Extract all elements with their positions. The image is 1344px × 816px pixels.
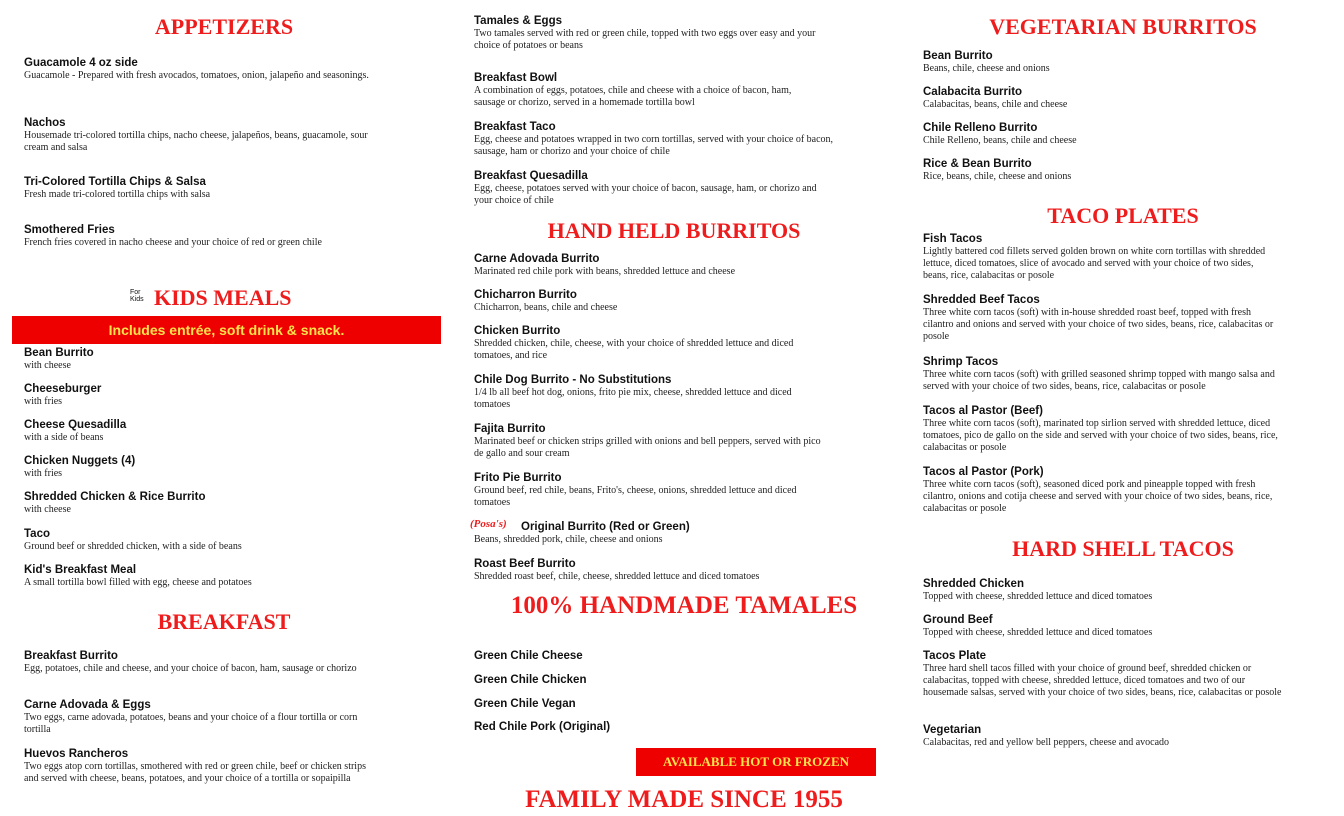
menu-item [923, 649, 1283, 699]
menu-item [24, 454, 424, 480]
menu-item [474, 288, 874, 314]
menu-item [923, 723, 1283, 749]
item-name: Carne Adovada Burrito [474, 253, 600, 265]
menu-item [474, 373, 824, 411]
menu-item [474, 422, 829, 460]
item-desc: Rice, beans, chile, cheese and onions [923, 171, 1072, 182]
item-desc: with a side of beans [24, 432, 104, 443]
item-desc: Beans, shredded pork, chile, cheese and onions [474, 534, 663, 545]
item-desc: Topped with cheese, shredded lettuce and diced tomatoes [923, 627, 1153, 638]
item-name: Shredded Chicken & Rice Burrito [24, 491, 206, 503]
menu-item [923, 293, 1283, 343]
item-desc: Three white corn tacos (soft), marinated top sirlion served with shredded lettuce, diced tomatoes, pico de gallo on the side and served with your choice of two sides, beans, rice, calabacitas or posole [923, 418, 1278, 453]
item-desc: Marinated red chile pork with beans, shredded lettuce and cheese [474, 266, 736, 277]
item-name: Chicharron Burrito [474, 289, 577, 301]
item-desc: Fresh made tri-colored tortilla chips with salsa [24, 189, 211, 200]
item-name: Guacamole 4 oz side [24, 57, 138, 69]
menu-item [24, 490, 424, 516]
item-desc: Lightly battered cod fillets served golden brown on white corn tortillas with shredded lettuce, diced tomatoes, slice of avocado and served with your choice of two sides, beans, rice, calabacitas or posole [923, 246, 1266, 281]
item-desc: Two eggs, carne adovada, potatoes, beans and your choice of a flour tortilla or corn tortilla [24, 712, 358, 735]
item-name: Bean Burrito [923, 50, 993, 62]
menu-item [24, 346, 424, 372]
item-name: Taco [24, 528, 50, 540]
menu-item [923, 85, 1283, 111]
item-name: Roast Beef Burrito [474, 558, 576, 570]
kids-banner: Includes entrée, soft drink & snack. [12, 316, 441, 344]
menu-item [24, 382, 424, 408]
hand-held-burritos-heading: HAND HELD BURRITOS [547, 218, 801, 243]
item-desc: Calabacitas, red and yellow bell peppers, cheese and avocado [923, 737, 1170, 748]
menu-item [24, 698, 369, 736]
family-made-footer: FAMILY MADE SINCE 1955 [525, 786, 843, 813]
menu-item [474, 14, 824, 52]
kids-tag-line1: For [130, 289, 141, 296]
item-desc: Two tamales served with red or green chile, topped with two eggs over easy and your choice of potatoes or beans [474, 28, 816, 51]
item-desc: A small tortilla bowl filled with egg, cheese and potatoes [24, 577, 252, 588]
menu-item [923, 232, 1278, 282]
item-name: Chile Relleno Burrito [923, 122, 1038, 134]
menu-item [474, 324, 824, 362]
item-name: Vegetarian [923, 724, 982, 736]
kids-tag [130, 289, 144, 303]
item-name: Tamales & Eggs [474, 15, 562, 27]
item-name: Breakfast Quesadilla [474, 170, 588, 182]
item-desc: Two eggs atop corn tortillas, smothered with red or green chile, beef or chicken strips and served with cheese, beans, potatoes, and your choice of a tortilla or sopaipilla [24, 761, 366, 784]
item-name: Tacos al Pastor (Pork) [923, 466, 1044, 478]
item-name: Chicken Burrito [474, 325, 561, 337]
taco-plates-heading: TACO PLATES [1047, 203, 1199, 228]
item-desc: Chile Relleno, beans, chile and cheese [923, 135, 1077, 146]
menu-item [923, 577, 1283, 603]
breakfast-heading: BREAKFAST [157, 609, 291, 634]
item-name: Calabacita Burrito [923, 86, 1023, 98]
item-name: Carne Adovada & Eggs [24, 699, 151, 711]
menu-item [474, 252, 874, 278]
menu-item [24, 418, 424, 444]
item-desc: Marinated beef or chicken strips grilled with onions and bell peppers, served with pico de gallo and sour cream [474, 436, 821, 459]
item-desc: with fries [24, 396, 63, 407]
tamale-item: Green Chile Vegan [474, 698, 576, 710]
item-name: Frito Pie Burrito [474, 472, 562, 484]
item-name: Cheeseburger [24, 383, 102, 395]
item-name: Breakfast Burrito [24, 650, 118, 662]
menu-item [923, 121, 1283, 147]
menu-item [474, 120, 834, 158]
item-desc: with cheese [24, 360, 71, 371]
hot-or-frozen-badge: AVAILABLE HOT OR FROZEN [636, 748, 876, 776]
item-desc: 1/4 lb all beef hot dog, onions, frito pie mix, cheese, shredded lettuce and diced tomatoes [474, 387, 792, 410]
tamale-item: Green Chile Chicken [474, 674, 587, 686]
item-desc: Three white corn tacos (soft) with in-house shredded roast beef, topped with fresh cilantro and onions and served with your choice of two sides, beans, rice, calabacitas or posole [923, 307, 1274, 342]
menu-item [24, 747, 374, 785]
menu-item [923, 157, 1283, 183]
item-name: Rice & Bean Burrito [923, 158, 1032, 170]
item-name: Shredded Chicken [923, 578, 1024, 590]
item-name: Original Burrito (Red or Green) [521, 521, 690, 533]
item-desc: Egg, potatoes, chile and cheese, and your choice of bacon, ham, sausage or chorizo [24, 663, 357, 674]
item-name: Fajita Burrito [474, 423, 546, 435]
item-name: Fish Tacos [923, 233, 983, 245]
item-name: Tacos Plate [923, 650, 987, 662]
menu-item [24, 116, 384, 154]
tamale-item: Green Chile Cheese [474, 650, 583, 662]
item-desc: Egg, cheese and potatoes wrapped in two corn tortillas, served with your choice of bacon, sausage, ham or chorizo and your choice of chile [474, 134, 834, 157]
menu-item [474, 169, 829, 207]
item-name: Chile Dog Burrito - No Substitutions [474, 374, 672, 386]
item-name: Shredded Beef Tacos [923, 294, 1040, 306]
vegetarian-burritos-heading: VEGETARIAN BURRITOS [989, 14, 1257, 39]
item-desc: Egg, cheese, potatoes served with your choice of bacon, sausage, ham, or chorizo and your choice of chile [474, 183, 817, 206]
menu-item [24, 175, 384, 201]
item-desc: Three hard shell tacos filled with your choice of ground beef, shredded chicken or calabacitas, topped with cheese, shredded lettuce, diced tomatoes and two of our housemade salsas, served with your choice of two sides, beans, rice, calabacitas or posole [923, 663, 1282, 698]
item-name: Breakfast Bowl [474, 72, 558, 84]
item-name: Ground Beef [923, 614, 993, 626]
posas-badge: (Posa's) [470, 518, 507, 530]
item-desc: Shredded roast beef, chile, cheese, shredded lettuce and diced tomatoes [474, 571, 760, 582]
menu-item [24, 56, 384, 82]
menu-item [474, 471, 824, 509]
menu-item [474, 520, 874, 546]
menu-item [24, 527, 424, 553]
item-desc: Guacamole - Prepared with fresh avocados, tomatoes, onion, jalapeño and seasonings. [24, 70, 369, 81]
kids-meals-heading: KIDS MEALS [154, 285, 292, 310]
tamales-heading: 100% HANDMADE TAMALES [510, 592, 858, 619]
item-desc: Topped with cheese, shredded lettuce and diced tomatoes [923, 591, 1153, 602]
menu-item [923, 404, 1278, 454]
item-name: Tri-Colored Tortilla Chips & Salsa [24, 176, 206, 188]
hard-shell-tacos-heading: HARD SHELL TACOS [1012, 536, 1234, 561]
item-desc: Housemade tri-colored tortilla chips, nacho cheese, jalapeños, beans, guacamole, sour cream and salsa [24, 130, 368, 153]
menu-item [474, 71, 824, 109]
menu-item [24, 223, 424, 249]
item-name: Tacos al Pastor (Beef) [923, 405, 1043, 417]
item-name: Cheese Quesadilla [24, 419, 127, 431]
item-desc: with fries [24, 468, 63, 479]
item-name: Bean Burrito [24, 347, 94, 359]
item-desc: French fries covered in nacho cheese and your choice of red or green chile [24, 237, 322, 248]
item-name: Huevos Rancheros [24, 748, 129, 760]
item-desc: Three white corn tacos (soft), seasoned diced pork and pineapple topped with fresh cilantro, onions and cotija cheese and served with your choice of two sides, beans, rice, calabacitas or posole [923, 479, 1273, 514]
item-name: Shrimp Tacos [923, 356, 999, 368]
item-desc: Beans, chile, cheese and onions [923, 63, 1050, 74]
item-desc: Chicharron, beans, chile and cheese [474, 302, 618, 313]
tamale-item: Red Chile Pork (Original) [474, 721, 611, 733]
menu-item [923, 613, 1283, 639]
item-desc: Ground beef or shredded chicken, with a side of beans [24, 541, 242, 552]
menu-item [24, 649, 369, 675]
menu-item [923, 355, 1278, 393]
item-desc: with cheese [24, 504, 71, 515]
item-name: Chicken Nuggets (4) [24, 455, 136, 467]
menu-item [923, 49, 1283, 75]
item-name: Smothered Fries [24, 224, 115, 236]
item-name: Breakfast Taco [474, 121, 556, 133]
item-name: Kid's Breakfast Meal [24, 564, 137, 576]
appetizers-heading: APPETIZERS [154, 14, 294, 39]
item-desc: A combination of eggs, potatoes, chile and cheese with a choice of bacon, ham, sausage or chorizo, served in a homemade tortilla bowl [474, 85, 792, 108]
menu-item [474, 557, 874, 583]
item-desc: Calabacitas, beans, chile and cheese [923, 99, 1068, 110]
item-desc: Ground beef, red chile, beans, Frito's, cheese, onions, shredded lettuce and diced tomatoes [474, 485, 797, 508]
menu-item [24, 563, 424, 589]
item-desc: Three white corn tacos (soft) with grilled seasoned shrimp topped with mango salsa and served with your choice of two sides, beans, rice, calabacitas or posole [923, 369, 1275, 392]
item-desc: Shredded chicken, chile, cheese, with your choice of shredded lettuce and diced tomatoes, and rice [474, 338, 794, 361]
item-name: Nachos [24, 117, 66, 129]
menu-item [923, 465, 1278, 515]
kids-tag-line2: Kids [130, 296, 144, 303]
